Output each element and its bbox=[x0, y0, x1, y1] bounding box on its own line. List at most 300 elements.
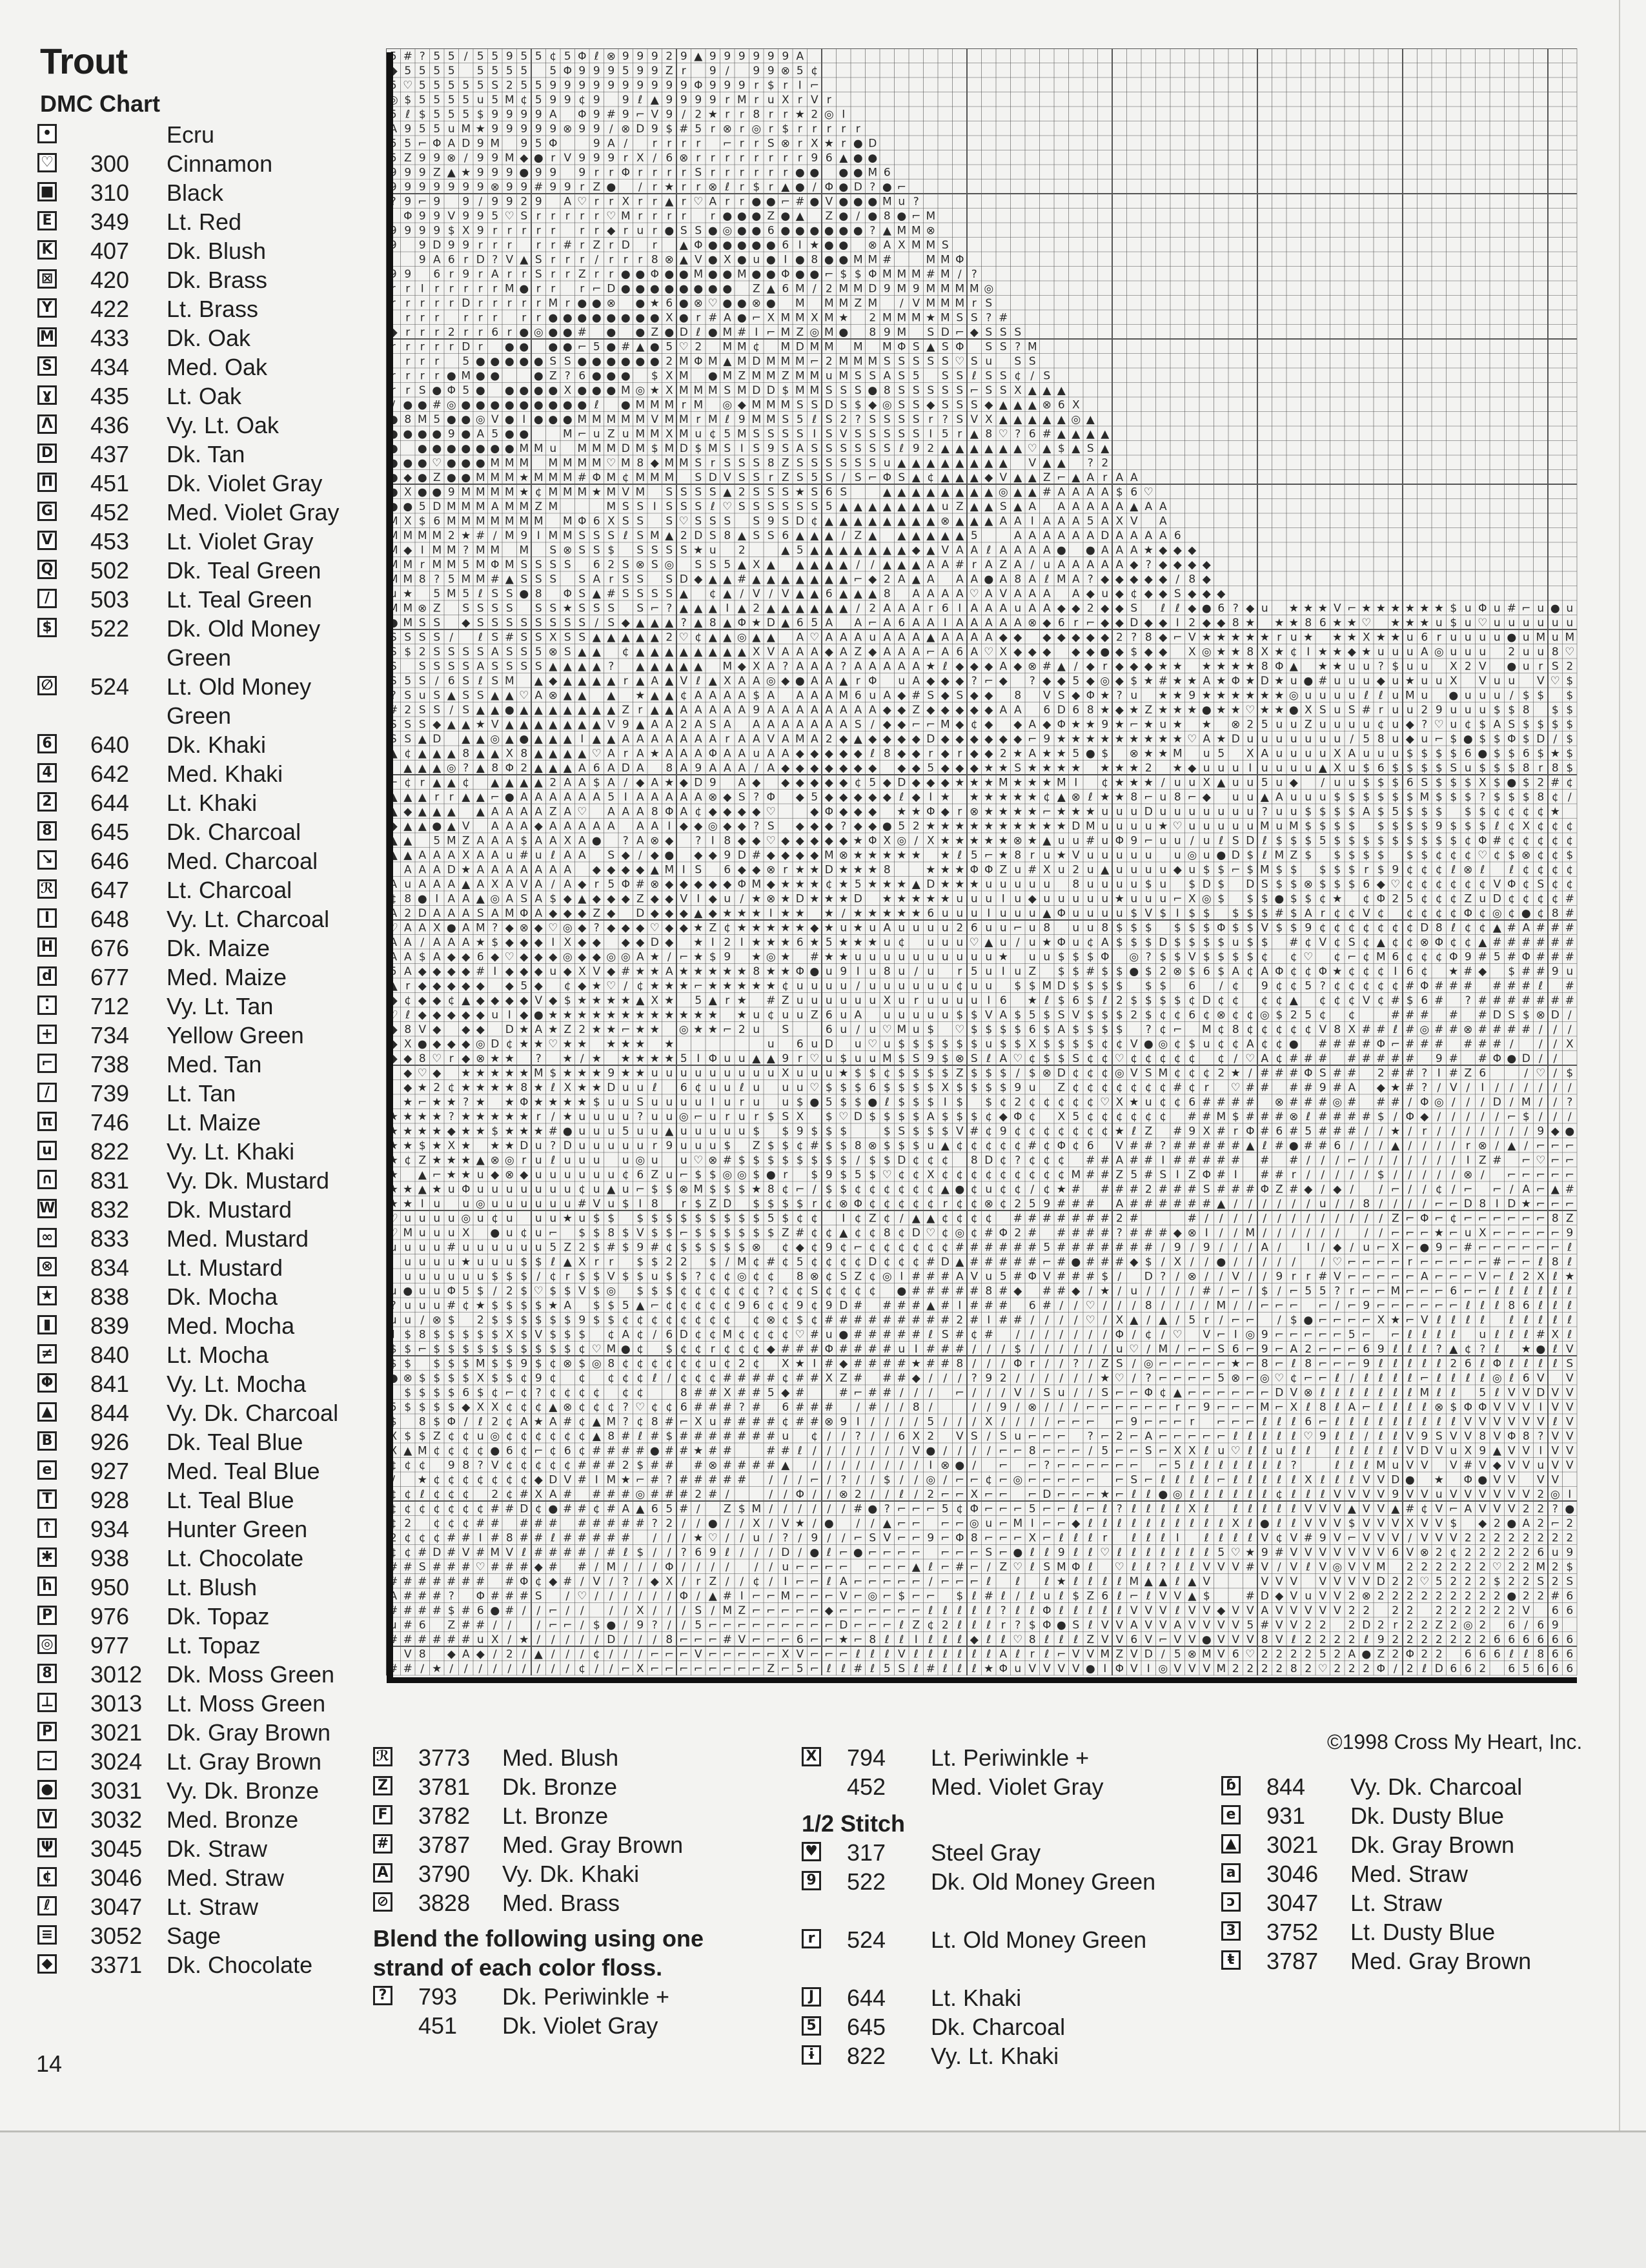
svg-text:◆: ◆ bbox=[549, 994, 558, 1007]
svg-text:M: M bbox=[795, 283, 805, 296]
svg-text:★: ★ bbox=[1550, 806, 1560, 819]
svg-text:●: ● bbox=[722, 210, 732, 223]
svg-text:♡: ♡ bbox=[955, 355, 964, 368]
svg-text:u: u bbox=[1494, 617, 1501, 629]
svg-text:▲: ▲ bbox=[839, 675, 848, 688]
svg-text:M: M bbox=[737, 355, 747, 368]
svg-text:▲: ▲ bbox=[781, 544, 790, 557]
svg-text:X: X bbox=[883, 835, 891, 848]
svg-text:M: M bbox=[505, 471, 514, 484]
svg-text:★: ★ bbox=[984, 777, 993, 790]
svg-text:X: X bbox=[578, 965, 586, 978]
svg-text:u: u bbox=[666, 1169, 673, 1181]
svg-text:u: u bbox=[1523, 646, 1530, 659]
svg-text:★: ★ bbox=[824, 907, 834, 920]
svg-text:8: 8 bbox=[520, 1081, 527, 1094]
svg-text:S: S bbox=[419, 617, 426, 629]
svg-text:9: 9 bbox=[666, 108, 673, 121]
svg-text:X: X bbox=[1522, 820, 1530, 833]
svg-text:5: 5 bbox=[448, 94, 455, 107]
svg-text:$: $ bbox=[753, 181, 760, 194]
svg-text:★: ★ bbox=[1042, 936, 1052, 949]
svg-text:$: $ bbox=[1188, 878, 1195, 891]
svg-text:◆: ◆ bbox=[709, 806, 718, 819]
floss-number: 3752 bbox=[1266, 1917, 1344, 1946]
svg-text:#: # bbox=[810, 951, 819, 964]
svg-text:I: I bbox=[1002, 893, 1005, 906]
svg-text:∕: ∕ bbox=[740, 893, 744, 906]
svg-text:u: u bbox=[390, 587, 397, 600]
svg-text:D: D bbox=[984, 1154, 993, 1167]
svg-text:I: I bbox=[1002, 965, 1005, 978]
svg-text:u: u bbox=[1087, 849, 1094, 862]
svg-text:A: A bbox=[999, 1052, 1007, 1065]
svg-text:M: M bbox=[534, 442, 544, 455]
svg-text:u: u bbox=[578, 1110, 585, 1123]
svg-text:∕: ∕ bbox=[842, 471, 846, 484]
svg-text:★: ★ bbox=[1245, 690, 1255, 702]
svg-text:¢: ¢ bbox=[1246, 1023, 1254, 1036]
svg-text:u: u bbox=[811, 980, 818, 993]
svg-text:u: u bbox=[1130, 878, 1137, 891]
svg-text:▲: ▲ bbox=[636, 631, 645, 644]
svg-text:S: S bbox=[855, 428, 862, 441]
svg-text:M: M bbox=[809, 341, 819, 354]
floss-color-name: Yellow Green bbox=[167, 1021, 380, 1050]
svg-text:6: 6 bbox=[1188, 1096, 1195, 1109]
floss-color-name: Dk. Khaki bbox=[167, 730, 380, 759]
svg-text:r: r bbox=[536, 225, 541, 238]
svg-text:M: M bbox=[664, 471, 674, 484]
svg-text:$: $ bbox=[1145, 922, 1152, 935]
svg-text:⌐: ⌐ bbox=[1536, 1139, 1545, 1152]
svg-text:#: # bbox=[607, 108, 616, 121]
svg-text:◆: ◆ bbox=[999, 631, 1008, 644]
svg-text:A: A bbox=[433, 951, 441, 964]
svg-text:M: M bbox=[664, 457, 674, 470]
svg-text:▲: ▲ bbox=[955, 471, 964, 484]
svg-text:¢: ¢ bbox=[1087, 1052, 1094, 1065]
svg-text:▲: ▲ bbox=[534, 777, 544, 790]
svg-text:9: 9 bbox=[724, 951, 731, 964]
svg-text:▲: ▲ bbox=[941, 471, 950, 484]
svg-text:r: r bbox=[391, 283, 396, 296]
svg-text:◆: ◆ bbox=[622, 922, 631, 935]
svg-text:u: u bbox=[869, 1023, 876, 1036]
svg-text:M: M bbox=[766, 355, 776, 368]
svg-text:A: A bbox=[534, 835, 542, 848]
legend-symbol: D bbox=[37, 444, 57, 463]
svg-text:★: ★ bbox=[809, 239, 819, 252]
svg-text:●: ● bbox=[1507, 1052, 1516, 1065]
svg-text:9: 9 bbox=[433, 152, 440, 165]
svg-text:u: u bbox=[1159, 864, 1166, 877]
svg-text:M: M bbox=[1565, 631, 1574, 644]
svg-text:M: M bbox=[635, 399, 645, 412]
svg-text:8: 8 bbox=[869, 326, 876, 339]
svg-text:S: S bbox=[622, 587, 629, 600]
legend-entry bbox=[37, 1689, 373, 1718]
svg-text:★: ★ bbox=[809, 893, 819, 906]
svg-text:#: # bbox=[1246, 1081, 1255, 1094]
svg-text:X: X bbox=[1115, 1096, 1123, 1109]
svg-text:5: 5 bbox=[404, 675, 411, 688]
svg-text:#: # bbox=[1507, 936, 1516, 949]
svg-text:★: ★ bbox=[447, 1154, 456, 1167]
svg-text:⊗: ⊗ bbox=[607, 297, 616, 310]
svg-text:9: 9 bbox=[433, 225, 440, 238]
svg-text:A: A bbox=[564, 878, 571, 891]
svg-text:$: $ bbox=[593, 777, 600, 790]
svg-text:6: 6 bbox=[1334, 1139, 1341, 1152]
svg-text:M: M bbox=[577, 457, 587, 470]
svg-text:u: u bbox=[1305, 690, 1312, 702]
svg-text:◆: ◆ bbox=[810, 849, 819, 862]
svg-text:¢: ¢ bbox=[1043, 1139, 1050, 1152]
svg-text:●: ● bbox=[519, 587, 529, 600]
svg-text:A: A bbox=[1115, 558, 1123, 571]
floss-color-name: Hunter Green bbox=[167, 1515, 380, 1544]
svg-text:u: u bbox=[1523, 660, 1530, 673]
svg-text:∕: ∕ bbox=[1306, 1169, 1310, 1181]
svg-text:★: ★ bbox=[548, 1023, 558, 1036]
svg-text:▲: ▲ bbox=[564, 762, 573, 775]
svg-text:A: A bbox=[607, 762, 615, 775]
svg-text:★: ★ bbox=[1158, 820, 1168, 833]
svg-text:¢: ¢ bbox=[404, 994, 411, 1007]
svg-text:◆: ◆ bbox=[825, 835, 834, 848]
svg-text:A: A bbox=[883, 631, 891, 644]
svg-text:S: S bbox=[869, 442, 876, 455]
svg-text:¢: ¢ bbox=[1552, 835, 1559, 848]
svg-text:⊗: ⊗ bbox=[1173, 965, 1182, 978]
svg-text:●: ● bbox=[664, 326, 674, 339]
svg-text:●: ● bbox=[447, 457, 456, 470]
svg-text:9: 9 bbox=[448, 181, 455, 194]
svg-text:8: 8 bbox=[884, 864, 891, 877]
svg-text:u: u bbox=[1116, 820, 1123, 833]
svg-text:u: u bbox=[942, 907, 949, 920]
svg-text:r: r bbox=[420, 341, 425, 354]
floss-color-name: Lt. Old Money Green bbox=[931, 1925, 1215, 1954]
svg-text:u: u bbox=[1101, 806, 1108, 819]
svg-text:♡: ♡ bbox=[1231, 1081, 1241, 1094]
svg-text:?: ? bbox=[1421, 719, 1427, 731]
svg-text:★: ★ bbox=[1202, 631, 1212, 644]
svg-text:¢: ¢ bbox=[1159, 1081, 1166, 1094]
svg-text:◆: ◆ bbox=[796, 849, 805, 862]
svg-text:#: # bbox=[1405, 1081, 1414, 1094]
svg-text:X: X bbox=[927, 1169, 935, 1181]
svg-text:S: S bbox=[855, 719, 862, 731]
svg-text:S: S bbox=[520, 631, 527, 644]
svg-text:u: u bbox=[1130, 690, 1137, 702]
svg-text:$: $ bbox=[1043, 1023, 1050, 1036]
svg-text:▲: ▲ bbox=[781, 181, 790, 194]
svg-text:●: ● bbox=[563, 1125, 573, 1138]
svg-text:8: 8 bbox=[1436, 922, 1443, 935]
svg-text:u: u bbox=[578, 1169, 585, 1181]
svg-text:2: 2 bbox=[1014, 1096, 1021, 1109]
svg-text:▲: ▲ bbox=[593, 587, 602, 600]
svg-text:◆: ◆ bbox=[520, 965, 529, 978]
svg-text:r: r bbox=[565, 268, 570, 281]
svg-text:♡: ♡ bbox=[999, 428, 1008, 441]
svg-text:A: A bbox=[636, 762, 644, 775]
svg-text:$: $ bbox=[1392, 777, 1399, 790]
svg-text:▲: ▲ bbox=[1013, 500, 1022, 513]
svg-text:S: S bbox=[535, 660, 542, 673]
svg-text:★: ★ bbox=[1245, 631, 1255, 644]
svg-text:∕: ∕ bbox=[1190, 835, 1194, 848]
svg-text:r: r bbox=[783, 108, 787, 121]
svg-text:★: ★ bbox=[1390, 617, 1400, 629]
svg-text:⌐: ⌐ bbox=[1173, 1023, 1182, 1036]
legend-entry bbox=[37, 178, 373, 207]
svg-text:¢: ¢ bbox=[1130, 1110, 1137, 1123]
svg-text:▲: ▲ bbox=[767, 631, 776, 644]
svg-text:u: u bbox=[549, 442, 556, 455]
svg-text:⌐: ⌐ bbox=[389, 777, 398, 790]
svg-text:¢: ¢ bbox=[1029, 1096, 1036, 1109]
svg-text:Φ: Φ bbox=[1377, 893, 1385, 906]
svg-text:S: S bbox=[1537, 878, 1544, 891]
svg-text:8: 8 bbox=[884, 210, 891, 223]
dmc-legend-column-3 bbox=[802, 1743, 1215, 2070]
floss-color-name: Dk. Old Money Green bbox=[931, 1867, 1215, 1896]
svg-text:$: $ bbox=[1305, 849, 1312, 862]
svg-text:2: 2 bbox=[869, 312, 876, 325]
svg-text:¢: ¢ bbox=[462, 777, 469, 790]
svg-text:★: ★ bbox=[505, 1110, 514, 1123]
svg-text:u: u bbox=[666, 1067, 673, 1080]
svg-text:5: 5 bbox=[477, 79, 484, 92]
svg-text:¢: ¢ bbox=[1159, 1009, 1166, 1022]
svg-text:$: $ bbox=[985, 1067, 992, 1080]
svg-text:S: S bbox=[695, 500, 702, 513]
legend-entry bbox=[37, 1369, 373, 1398]
svg-text:A: A bbox=[578, 777, 586, 790]
svg-text:♡: ♡ bbox=[1565, 646, 1574, 659]
svg-text:◆: ◆ bbox=[505, 965, 514, 978]
svg-text:M: M bbox=[751, 370, 761, 383]
svg-text:A: A bbox=[462, 907, 470, 920]
svg-text:D: D bbox=[1057, 704, 1066, 717]
svg-text:S: S bbox=[753, 442, 760, 455]
svg-text:⊗: ⊗ bbox=[1289, 1110, 1298, 1123]
svg-text:¢: ¢ bbox=[1450, 936, 1457, 949]
svg-text:9: 9 bbox=[738, 413, 746, 426]
svg-text:M: M bbox=[1536, 631, 1545, 644]
svg-text:S: S bbox=[1058, 690, 1065, 702]
floss-color-name: Black bbox=[167, 178, 380, 207]
svg-text:2: 2 bbox=[826, 355, 833, 368]
svg-text:●: ● bbox=[606, 384, 616, 397]
svg-text:$: $ bbox=[1348, 806, 1356, 819]
svg-text:S: S bbox=[1319, 704, 1326, 717]
svg-text:A: A bbox=[534, 1023, 542, 1036]
svg-text:S: S bbox=[520, 558, 527, 571]
svg-text:6: 6 bbox=[826, 152, 833, 165]
svg-text:∕: ∕ bbox=[1510, 690, 1514, 702]
svg-text:V: V bbox=[491, 413, 499, 426]
svg-text:r: r bbox=[1364, 864, 1368, 877]
svg-text:A: A bbox=[724, 704, 731, 717]
svg-text:8: 8 bbox=[1552, 907, 1559, 920]
svg-text:X: X bbox=[666, 384, 673, 397]
svg-text:M: M bbox=[519, 500, 529, 513]
svg-text:X: X bbox=[883, 994, 891, 1007]
svg-text:⌐: ⌐ bbox=[1521, 1154, 1530, 1167]
svg-text:A: A bbox=[970, 631, 978, 644]
svg-text:6: 6 bbox=[898, 617, 905, 629]
svg-text:u: u bbox=[811, 994, 818, 1007]
floss-color-name: Vy. Dk. Mustard bbox=[167, 1166, 380, 1195]
svg-text:S: S bbox=[942, 370, 949, 383]
svg-text:S: S bbox=[753, 428, 760, 441]
legend-symbol: h bbox=[37, 1577, 57, 1596]
svg-text:$: $ bbox=[1087, 1038, 1094, 1051]
svg-text:A: A bbox=[476, 660, 484, 673]
svg-text:◆: ◆ bbox=[941, 704, 950, 717]
svg-text:S: S bbox=[564, 646, 571, 659]
svg-text:$: $ bbox=[419, 515, 426, 528]
svg-text:A: A bbox=[491, 268, 499, 281]
svg-text:u: u bbox=[1203, 806, 1210, 819]
svg-text:★: ★ bbox=[824, 951, 834, 964]
svg-text:V: V bbox=[1115, 1139, 1123, 1152]
svg-text:u: u bbox=[1275, 719, 1283, 731]
svg-text:D: D bbox=[680, 442, 688, 455]
svg-text:u: u bbox=[724, 1081, 731, 1094]
svg-text:◆: ◆ bbox=[723, 806, 732, 819]
svg-text:▲: ▲ bbox=[578, 893, 587, 906]
svg-text:●: ● bbox=[1289, 1139, 1299, 1152]
svg-text:♡: ♡ bbox=[403, 79, 412, 92]
svg-text:D: D bbox=[1536, 733, 1545, 746]
svg-text:$: $ bbox=[1407, 835, 1414, 848]
svg-text:A: A bbox=[1072, 587, 1080, 600]
svg-text:◆: ◆ bbox=[447, 965, 456, 978]
svg-text:¢: ¢ bbox=[898, 1169, 905, 1181]
svg-text:$: $ bbox=[1058, 965, 1065, 978]
svg-text:9: 9 bbox=[520, 138, 527, 150]
svg-text:★: ★ bbox=[911, 907, 921, 920]
svg-text:◎: ◎ bbox=[635, 384, 645, 397]
svg-text:r: r bbox=[725, 94, 729, 107]
svg-text:u: u bbox=[927, 994, 934, 1007]
svg-text:S: S bbox=[869, 428, 876, 441]
svg-text:▲: ▲ bbox=[1217, 777, 1226, 790]
svg-text:A: A bbox=[505, 806, 513, 819]
svg-text:M: M bbox=[795, 733, 805, 746]
svg-text:X: X bbox=[1203, 1125, 1210, 1138]
svg-text:r: r bbox=[594, 196, 599, 209]
svg-text:D: D bbox=[1246, 878, 1254, 891]
svg-text:9: 9 bbox=[390, 268, 397, 281]
svg-text:X: X bbox=[404, 1038, 412, 1051]
svg-text:I: I bbox=[842, 108, 845, 121]
svg-text:◆: ◆ bbox=[839, 762, 848, 775]
svg-text:I: I bbox=[769, 907, 773, 920]
svg-text:$: $ bbox=[1348, 878, 1356, 891]
svg-text:▲: ▲ bbox=[970, 500, 979, 513]
svg-text:$: $ bbox=[1566, 1067, 1573, 1080]
svg-text:◆: ◆ bbox=[549, 907, 558, 920]
svg-text:r: r bbox=[391, 384, 396, 397]
svg-text:2: 2 bbox=[1087, 602, 1094, 615]
blend-floss-number: 452 bbox=[847, 1772, 924, 1801]
svg-text:D: D bbox=[680, 326, 688, 339]
svg-text:$: $ bbox=[869, 1067, 876, 1080]
svg-text:M: M bbox=[722, 370, 732, 383]
svg-text:S: S bbox=[578, 573, 585, 586]
svg-text:S: S bbox=[985, 341, 992, 354]
svg-text:A: A bbox=[1072, 573, 1080, 586]
svg-text:S: S bbox=[535, 268, 542, 281]
svg-text:Z: Z bbox=[1144, 704, 1152, 717]
svg-text:#: # bbox=[926, 268, 935, 281]
svg-text:D: D bbox=[941, 326, 950, 339]
svg-text:S: S bbox=[477, 646, 484, 659]
svg-text:$: $ bbox=[1232, 1110, 1239, 1123]
svg-text:A: A bbox=[825, 660, 833, 673]
svg-text:$: $ bbox=[1203, 922, 1210, 935]
svg-text:Z: Z bbox=[854, 646, 862, 659]
svg-text:⌐: ⌐ bbox=[1550, 1139, 1560, 1152]
svg-text:#: # bbox=[1478, 1038, 1487, 1051]
svg-text:ℓ: ℓ bbox=[550, 849, 555, 862]
svg-text:◆: ◆ bbox=[839, 791, 848, 804]
svg-text:u: u bbox=[985, 951, 992, 964]
svg-text:S: S bbox=[913, 428, 920, 441]
svg-text:●: ● bbox=[548, 413, 558, 426]
svg-text:▲: ▲ bbox=[941, 442, 950, 455]
half-stitch-heading: 1/2 Stitch bbox=[802, 1809, 1215, 1838]
svg-text:★: ★ bbox=[751, 936, 761, 949]
svg-text:S: S bbox=[942, 355, 949, 368]
svg-text:5: 5 bbox=[390, 152, 397, 165]
svg-text:A: A bbox=[1028, 529, 1036, 542]
svg-text:★: ★ bbox=[490, 1081, 500, 1094]
svg-text:r: r bbox=[493, 283, 497, 296]
svg-text:▲: ▲ bbox=[418, 733, 427, 746]
svg-text:X: X bbox=[505, 748, 513, 761]
svg-text:♡: ♡ bbox=[693, 196, 703, 209]
svg-text:M: M bbox=[1173, 748, 1183, 761]
svg-text:M: M bbox=[926, 210, 935, 223]
svg-text:9: 9 bbox=[433, 181, 440, 194]
svg-text:S: S bbox=[1000, 370, 1007, 383]
svg-text:●: ● bbox=[534, 152, 544, 165]
svg-text:★: ★ bbox=[999, 849, 1008, 862]
svg-text:¢: ¢ bbox=[520, 94, 527, 107]
svg-text:★: ★ bbox=[418, 1110, 427, 1123]
svg-text:X: X bbox=[1334, 762, 1341, 775]
svg-text:▲: ▲ bbox=[825, 573, 834, 586]
svg-text:S: S bbox=[578, 544, 585, 557]
svg-text:∕: ∕ bbox=[740, 587, 744, 600]
svg-text:8: 8 bbox=[1174, 791, 1181, 804]
floss-color-name: Dk. Charcoal bbox=[167, 817, 380, 846]
svg-text:★: ★ bbox=[693, 1009, 703, 1022]
svg-text:r: r bbox=[551, 239, 555, 252]
svg-text:¢: ¢ bbox=[1377, 994, 1385, 1007]
svg-text:♡: ♡ bbox=[708, 297, 718, 310]
svg-text:r: r bbox=[1538, 762, 1543, 775]
svg-text:$: $ bbox=[1246, 951, 1254, 964]
svg-text:∕: ∕ bbox=[1016, 936, 1020, 949]
